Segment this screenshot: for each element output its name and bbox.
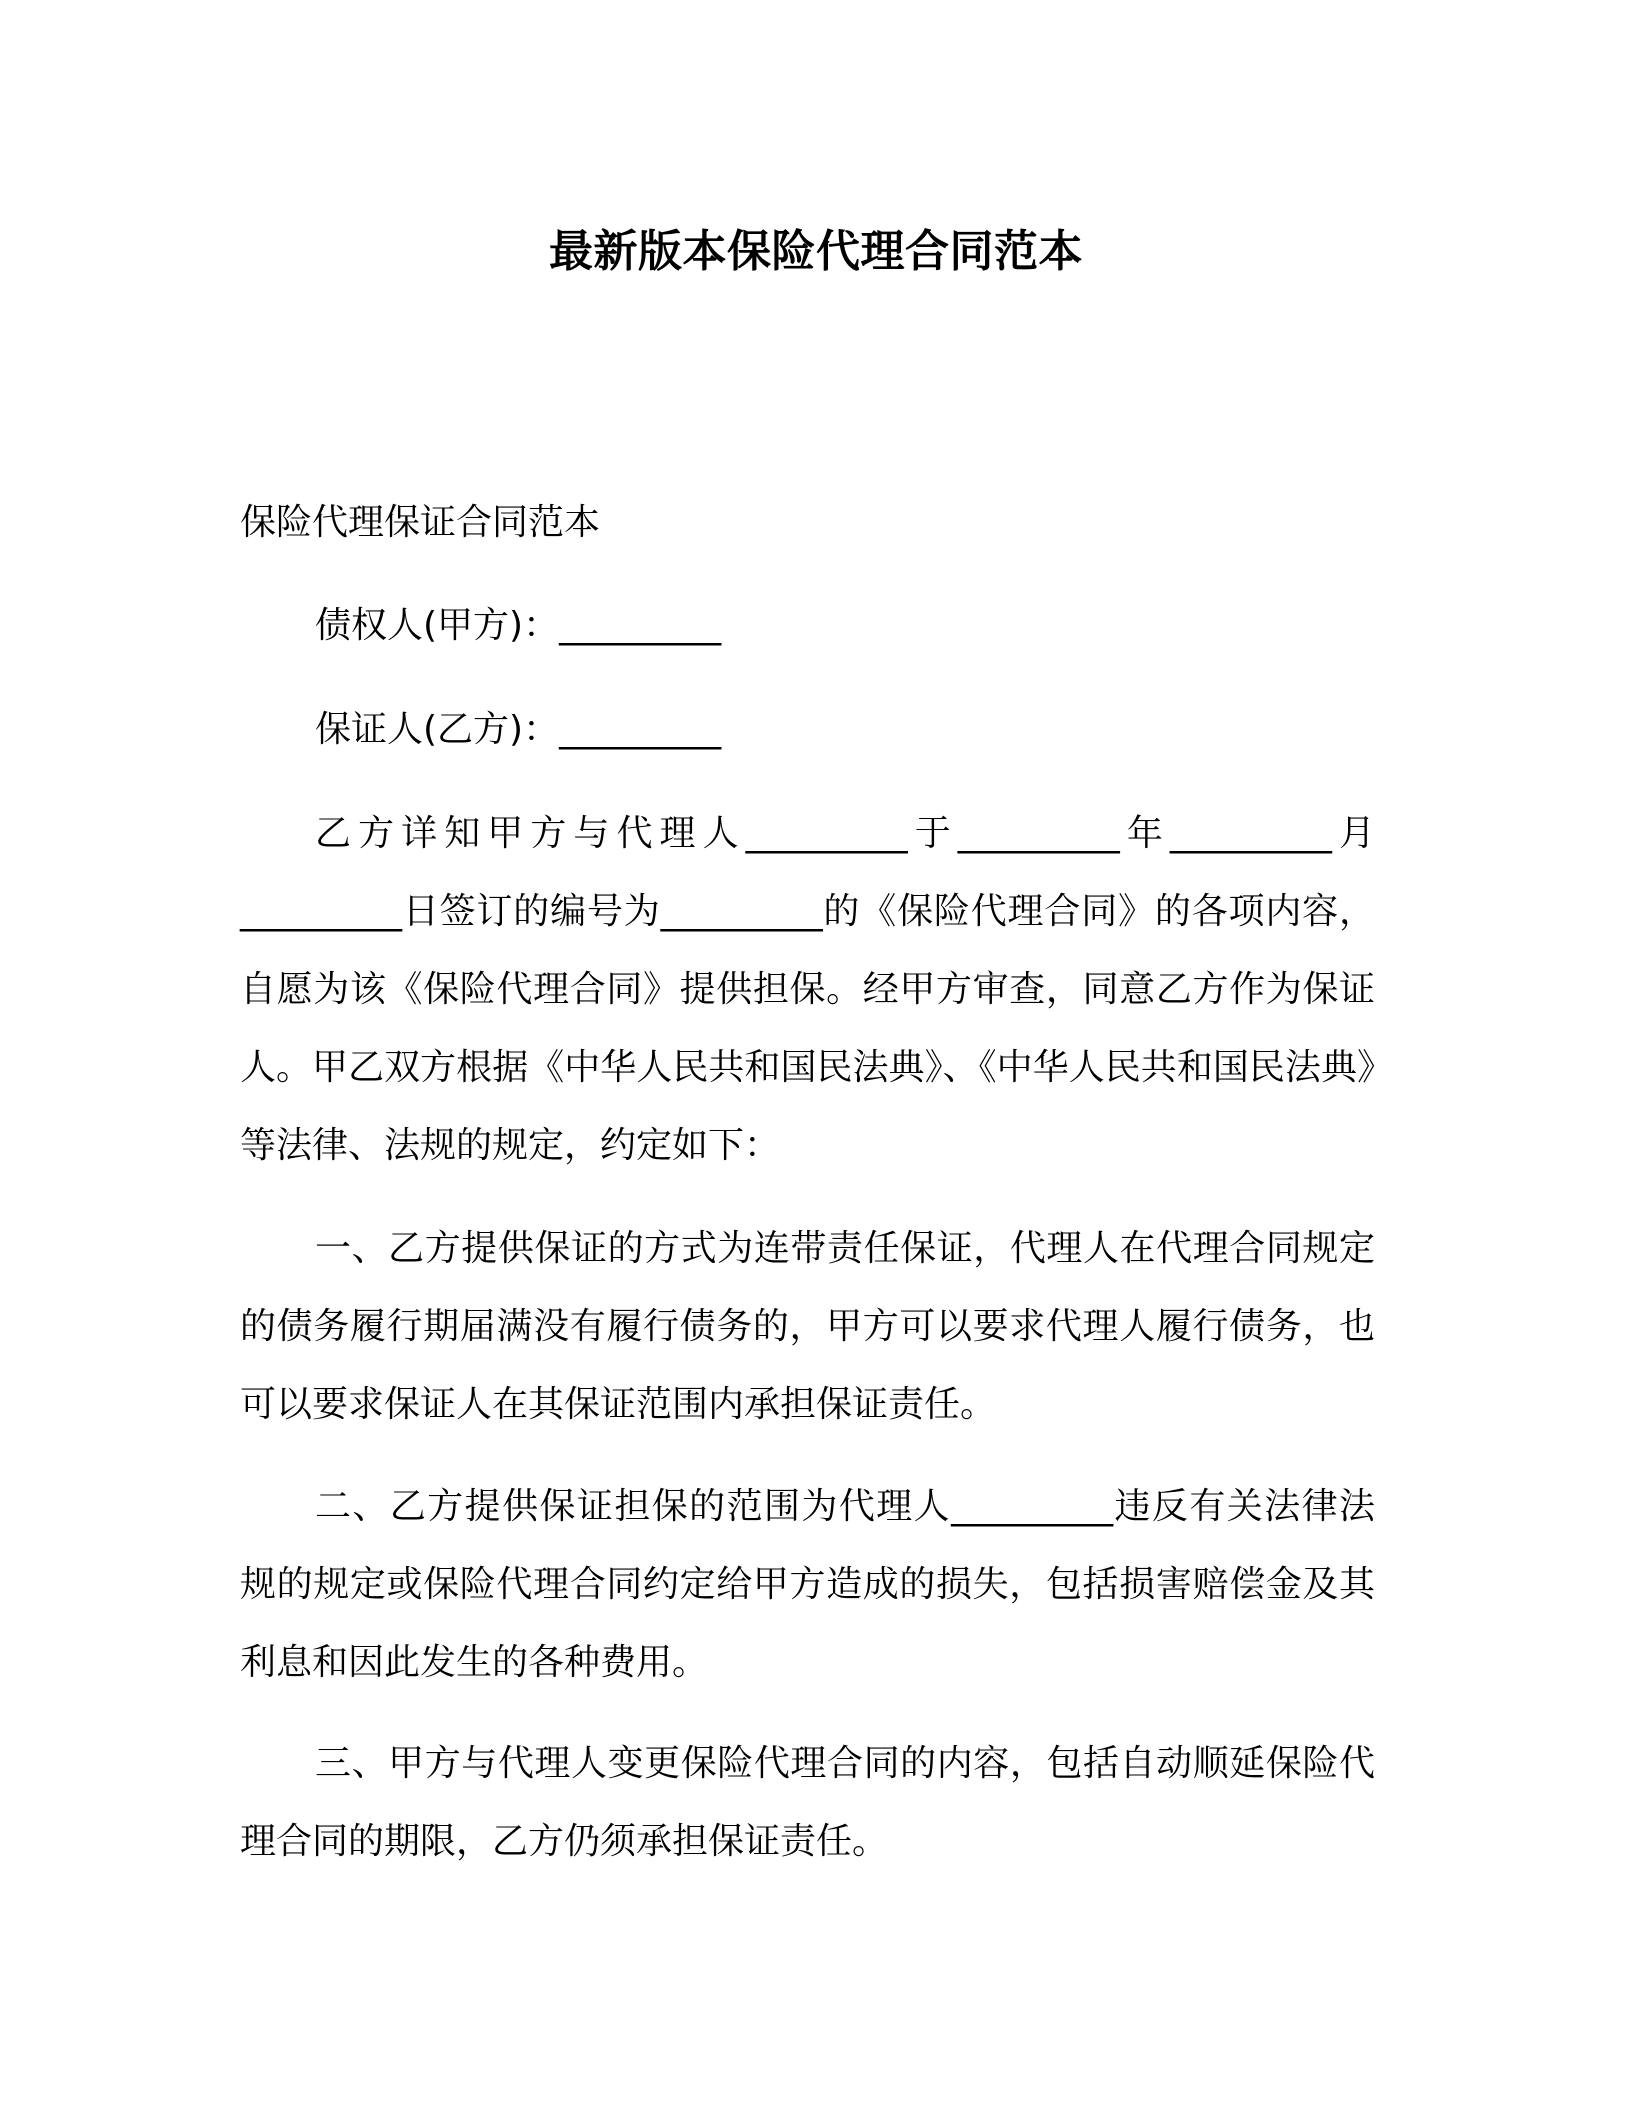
document-title: 最新版本保险代理合同范本	[549, 226, 1083, 277]
intro-paragraph: 乙方详知甲方与代理人_________于_________年_________月_________日签订的编号为_________的《保险代理合同》的各项内容，自愿为该《保险代理合同》提供担保。经甲方审查，同意乙方作为保证人。甲乙双方根据《中华人民共和国民法典》、《中华人民共和国民法典》等法律、法规的规定，约定如下：	[240, 813, 1375, 1166]
clause-1-paragraph: 一、乙方提供保证的方式为连带责任保证，代理人在代理合同规定的债务履行期届满没有履行债务的，甲方可以要求代理人履行债务，也可以要求保证人在其保证范围内承担保证责任。	[240, 1228, 1375, 1425]
creditor-line: 债权人(甲方)：_________	[315, 605, 722, 646]
guarantor-line: 保证人(乙方)：_________	[315, 709, 722, 750]
clause-2-paragraph: 二、乙方提供保证担保的范围为代理人_________违反有关法律法规的规定或保险代理合同约定给甲方造成的损失，包括损害赔偿金及其利息和因此发生的各种费用。	[240, 1486, 1375, 1683]
document-subtitle: 保险代理保证合同范本	[240, 502, 601, 543]
clause-3-paragraph: 三、甲方与代理人变更保险代理合同的内容，包括自动顺延保险代理合同的期限，乙方仍须承担保证责任。	[240, 1743, 1375, 1862]
